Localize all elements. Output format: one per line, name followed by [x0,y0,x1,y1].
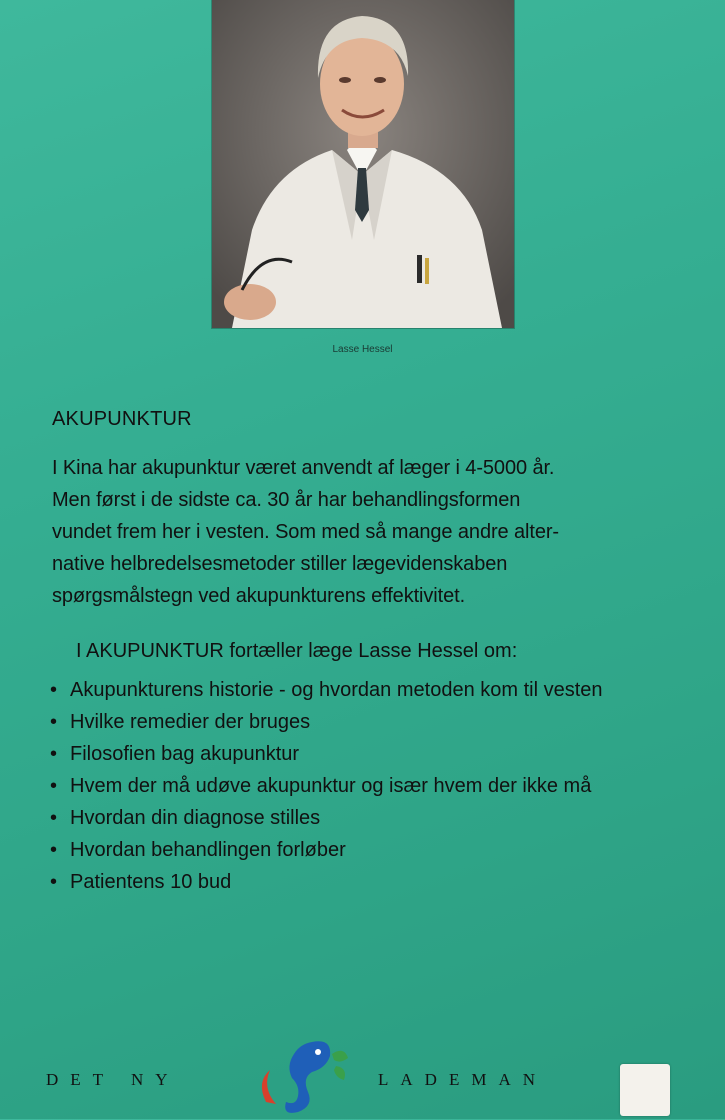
publisher-imprint [0,1030,725,1120]
intro-line: spørgsmålstegn ved akupunkturens effektivitet. [52,585,466,607]
price-sticker [620,1064,670,1116]
book-title: AKUPUNKTUR [52,408,192,430]
list-item: • Hvordan din diagnose stilles [48,802,688,834]
lead-sentence: I AKUPUNKTUR fortæller læge Lasse Hessel om: [76,640,518,662]
list-item: • Hvilke remedier der bruges [48,706,688,738]
intro-line: Men først i de sidste ca. 30 år har behandlingsformen [52,489,521,511]
list-item: • Hvem der må udøve akupunktur og især hvem der ikke må [48,770,688,802]
publisher-name-left: DET NY [46,1070,180,1089]
list-item: • Akupunkturens historie - og hvordan metoden kom til vesten [48,674,688,706]
intro-line: I Kina har akupunktur været anvendt af læger i 4-5000 år. [52,457,555,479]
publisher-name-right: LADEMAN [378,1070,547,1089]
list-item: • Hvordan behandlingen forløber [48,834,688,866]
topic-list [48,674,688,898]
intro-line: vundet frem her i vesten. Som med så mange andre alter- [52,521,559,543]
intro-paragraph [52,452,692,612]
photo-caption: Lasse Hessel [332,344,393,355]
seahorse-logo-icon [252,1032,352,1118]
intro-line: native helbredelsesmetoder stiller lægevidenskaben [52,553,508,575]
author-photo [212,0,514,328]
list-item: • Patientens 10 bud [48,866,688,898]
list-item: • Filosofien bag akupunktur [48,738,688,770]
